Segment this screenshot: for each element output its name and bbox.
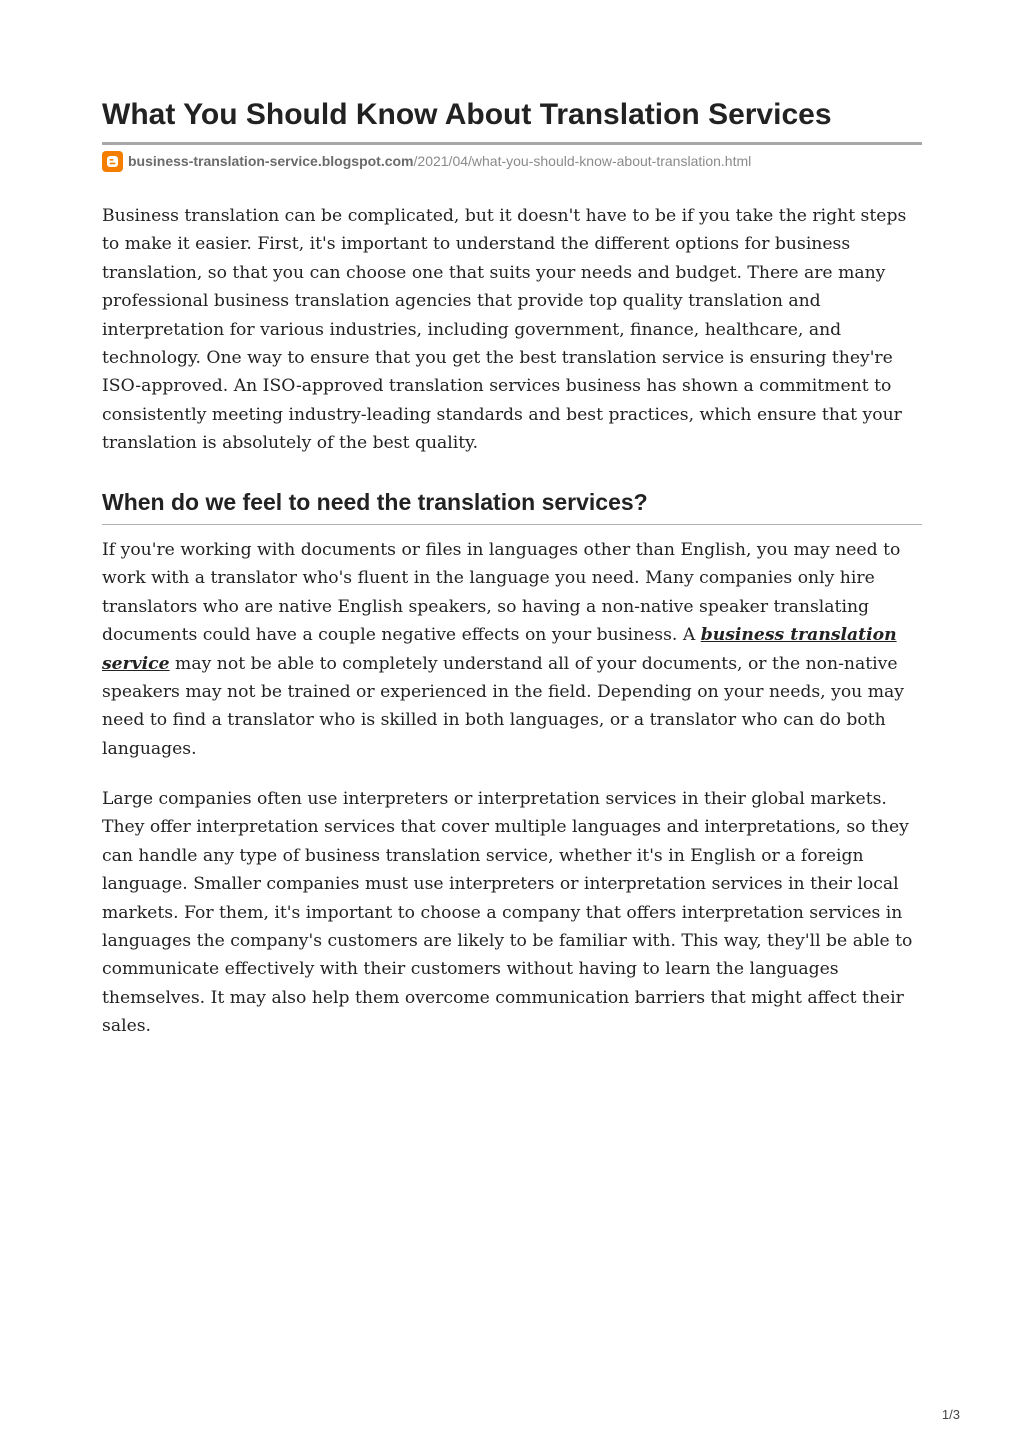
paragraph-2-text-after: may not be able to completely understand all of your documents, or the non-native speakers may not be trained or experienced in the field. Depending on your needs, you may need to find a translator who is skilled in both languages, or a translator who can do both languages. [102, 653, 904, 759]
paragraph-3: Large companies often use interpreters or interpretation services in their global markets. They offer interpretation services that cover multiple languages and interpretations, so they can handle any type of business translation service, whether it's in English or a foreign language. Smaller companies must use interpreters or interpretation services in their local markets. For them, it's important to choose a company that offers interpretation services in languages the company's customers are likely to be familiar with. This way, they'll be able to communicate effectively with their customers without having to learn the languages themselves. It may also help them overcome communication barriers that might affect their sales. [102, 789, 913, 1037]
section-heading: When do we feel to need the translation services? [102, 489, 648, 515]
page-number: 1/3 [941, 1407, 960, 1422]
intro-paragraph: Business translation can be complicated, but it doesn't have to be if you take the right steps to make it easier. First, it's important to understand the different options for business translation, so that you can choose one that suits your needs and budget. There are many professional business translation agencies that provide top quality translation and interpretation for various industries, including government, finance, healthcare, and technology. One way to ensure that you get the best translation service is ensuring they're ISO-approved. An ISO-approved translation services business has shown a commitment to consistently meeting industry-leading standards and best practices, which ensure that your translation is absolutely of the best quality. [102, 206, 907, 454]
section-divider [102, 524, 922, 525]
title-divider [102, 142, 922, 145]
paragraph-2 [102, 536, 922, 763]
paragraph-2-text-before: If you're working with documents or files in languages other than English, you may need to work with a translator who's fluent in the language you need. Many companies only hire translators who are native English speakers, so having a non-native speaker translating documents could have a couple negative effects on your business. A [102, 540, 901, 646]
business-translation-service-link[interactable]: business translation service [102, 625, 897, 674]
source-domain: business-translation-service.blogspot.com [128, 153, 414, 169]
blogger-icon [102, 151, 123, 172]
page-title: What You Should Know About Translation Services [102, 98, 832, 131]
source-path: /2021/04/what-you-should-know-about-translation.html [413, 153, 752, 169]
source-url[interactable] [102, 150, 751, 172]
